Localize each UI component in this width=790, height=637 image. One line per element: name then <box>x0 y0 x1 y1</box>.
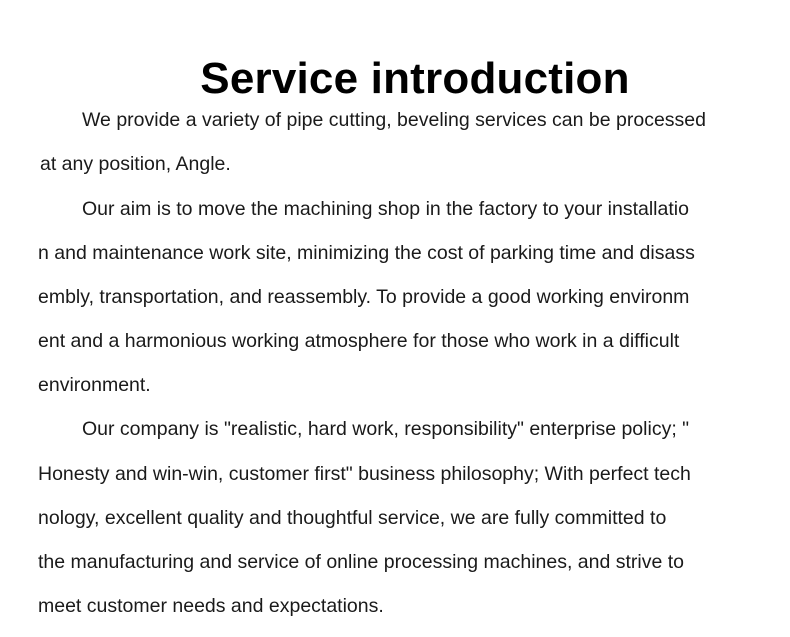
paragraph-3-line-2: Honesty and win-win, customer first" business philosophy; With perfect tech <box>38 463 691 485</box>
paragraph-2-line-4: ent and a harmonious working atmosphere for those who work in a difficult <box>38 330 680 352</box>
paragraph-2-line-3: embly, transportation, and reassembly. To provide a good working environm <box>38 286 690 308</box>
paragraph-2-line-1: Our aim is to move the machining shop in the factory to your installatio <box>82 198 689 220</box>
paragraph-1-line-1: We provide a variety of pipe cutting, beveling services can be processed <box>82 109 706 131</box>
paragraph-3-line-1: Our company is "realistic, hard work, responsibility" enterprise policy; " <box>82 418 690 440</box>
paragraph-2-line-2: n and maintenance work site, minimizing the cost of parking time and disass <box>38 242 695 264</box>
paragraph-3-line-4: the manufacturing and service of online processing machines, and strive to <box>38 551 685 573</box>
paragraph-1-line-2: at any position, Angle. <box>40 153 231 175</box>
paragraph-3-line-5: meet customer needs and expectations. <box>38 595 384 617</box>
paragraph-3-line-3: nology, excellent quality and thoughtful service, we are fully committed to <box>38 507 667 529</box>
paragraph-2-line-5: environment. <box>38 374 151 396</box>
page-title: Service introduction <box>200 54 630 104</box>
